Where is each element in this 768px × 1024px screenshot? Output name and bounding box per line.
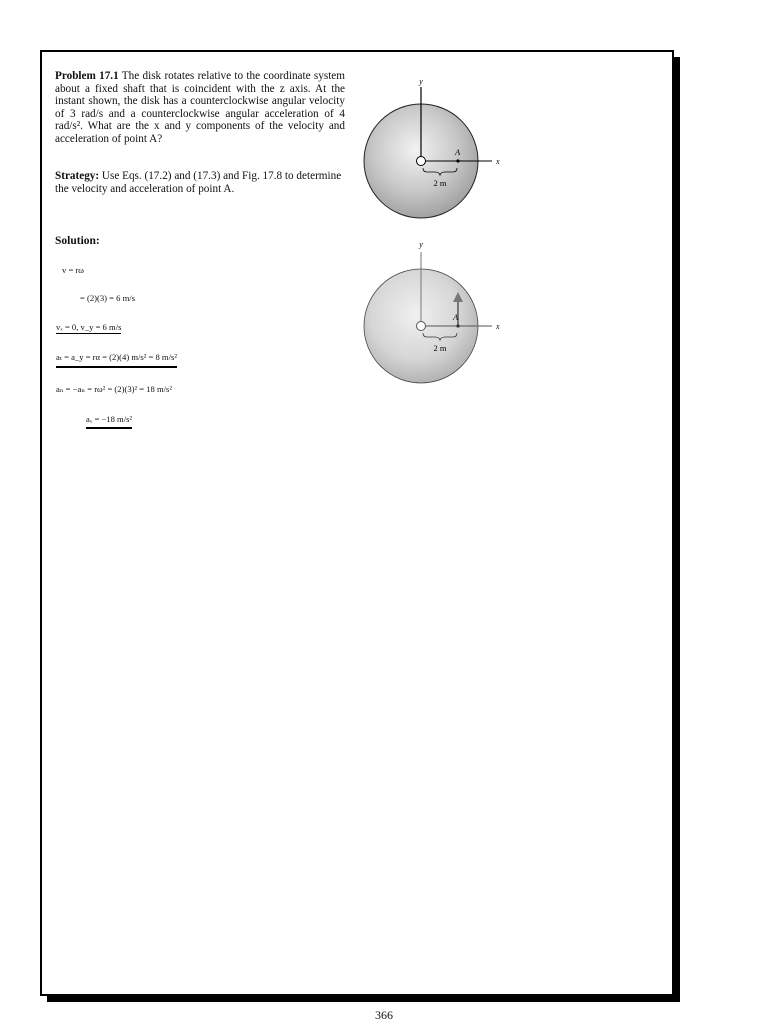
y-label-top: y: [419, 77, 423, 86]
equation-4: aₜ = a_y = rα = (2)(4) m/s² = 8 m/s²: [56, 352, 177, 368]
figure-top: [355, 75, 505, 225]
equation-5: aₙ = −aₙ = rω² = (2)(3)² = 18 m/s²: [56, 384, 172, 394]
shaft-bottom: [417, 322, 426, 331]
strategy-paragraph: [55, 170, 345, 195]
strategy-text: Use Eqs. (17.2) and (17.3) and Fig. 17.8 to determine the velocity and acceleration of point A.: [55, 170, 342, 195]
solution-heading: Solution:: [55, 235, 100, 247]
point-a-top: [456, 159, 459, 162]
equation-3: vₓ = 0, v_y = 6 m/s: [56, 322, 122, 332]
equation-1: v = rω: [62, 265, 84, 275]
y-label-bottom: y: [419, 240, 423, 249]
equation-2: = (2)(3) = 6 m/s: [80, 293, 136, 303]
equation-6: aₓ = −18 m/s²: [86, 414, 132, 429]
x-label-top: x: [496, 157, 500, 166]
radius-label-bottom: 2 m: [433, 343, 447, 353]
page-number: 366: [375, 1008, 393, 1022]
problem-heading: Problem 17.1: [55, 70, 119, 82]
figure-bottom: [355, 238, 505, 388]
strategy-heading: Strategy:: [55, 170, 100, 182]
problem-text: The disk rotates relative to the coordinate system about a fixed shaft that is coincident with the z axis. At the instant shown, the disk has a counterclockwise angular velocity of 3 rad/s and a counterclockwise angular acceleration of 4 rad/s². What are the x and y components of the velocity and acceleration of point A?: [55, 70, 345, 145]
problem-statement: [55, 70, 345, 146]
shaft-top: [417, 157, 426, 166]
point-label-bottom: A: [453, 312, 459, 322]
point-a-bottom: [456, 324, 459, 327]
x-label-bottom: x: [496, 322, 500, 331]
point-label-top: A: [455, 147, 461, 157]
radius-label-top: 2 m: [433, 178, 447, 188]
